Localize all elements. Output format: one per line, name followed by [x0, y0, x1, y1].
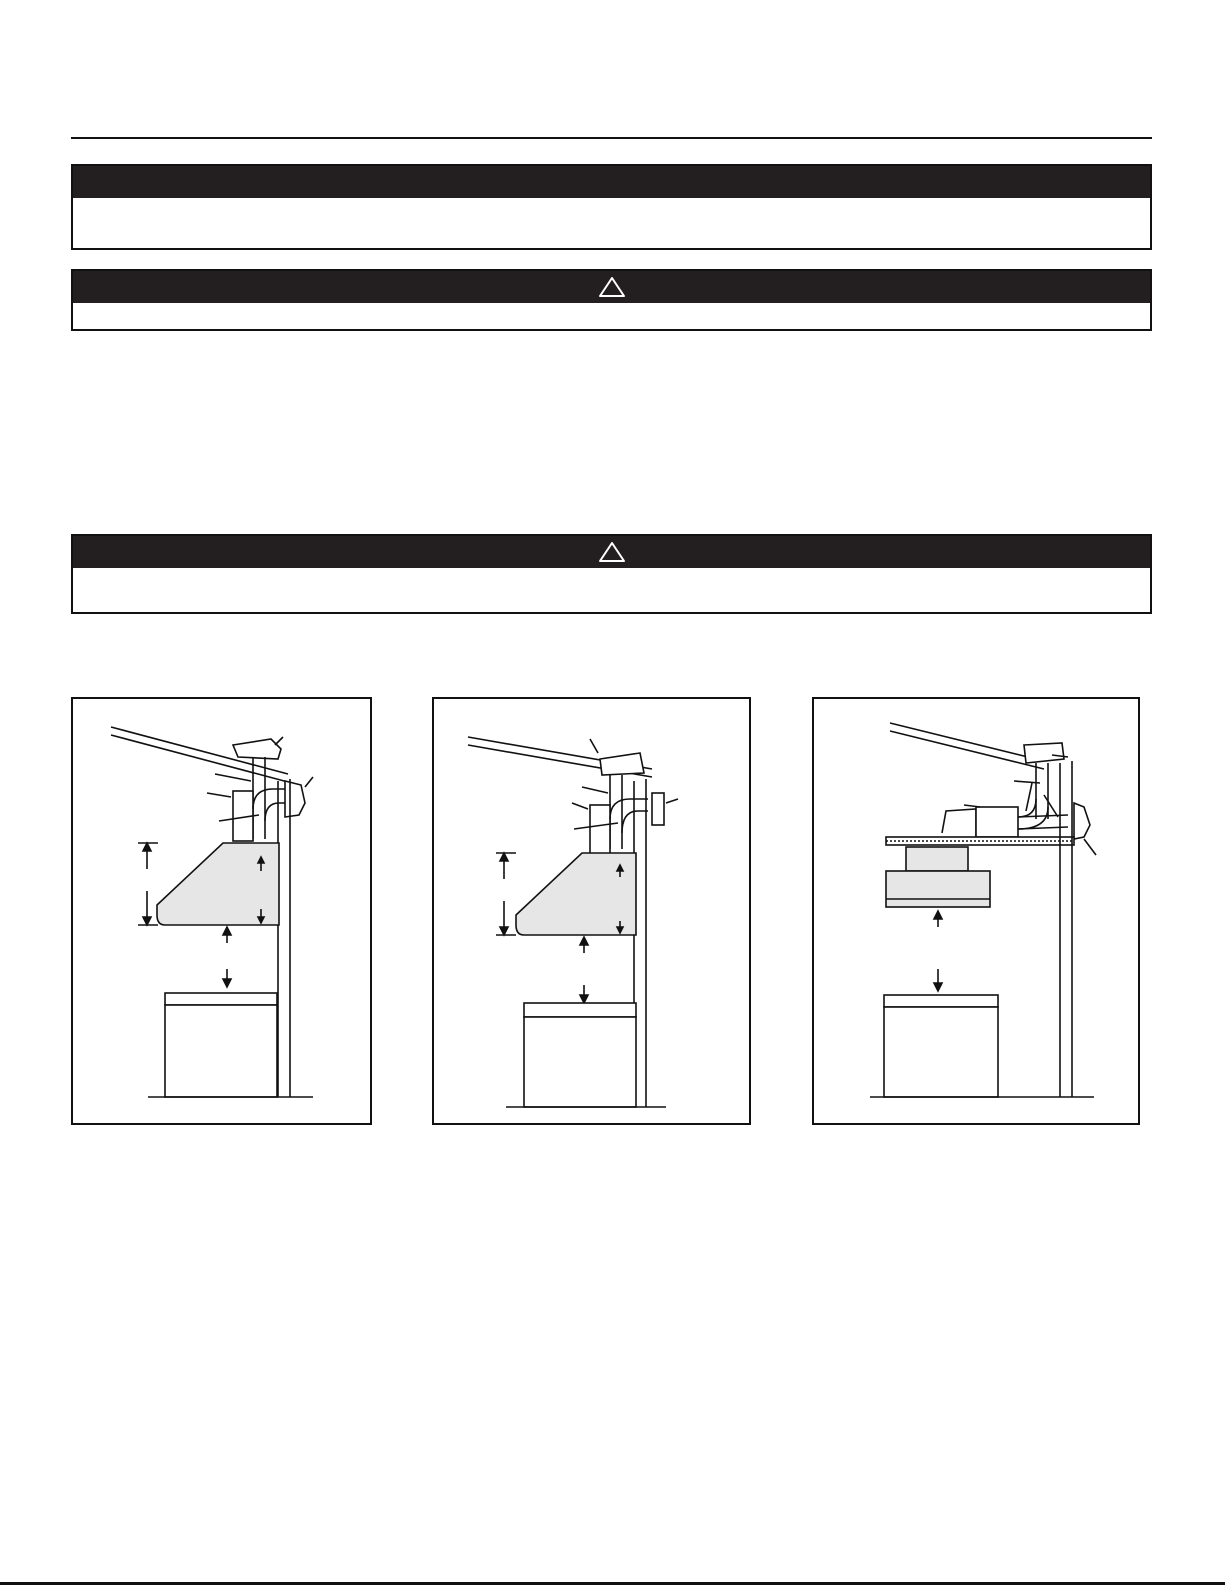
range-hood [516, 853, 636, 935]
figure-wall-hood-vertical-vent [71, 697, 372, 1125]
dim-line-left [496, 853, 516, 935]
warning-triangle-icon [598, 541, 626, 563]
roof-cap [1024, 743, 1064, 763]
wall-cap [652, 793, 664, 825]
dim-arrow-up [143, 843, 151, 851]
roof-cap [233, 739, 281, 759]
range-cabinet-top [884, 995, 998, 1007]
range-cabinet [524, 1017, 636, 1107]
notice-header-2 [73, 271, 1150, 303]
figure-1-drawing [73, 699, 370, 1123]
figure-insert-hood-ceiling-vent [812, 697, 1140, 1125]
notice-body-3 [73, 568, 1150, 580]
wall-cap [285, 781, 305, 817]
duct-elbow [610, 799, 648, 833]
figure-wall-hood-wall-cap-vent [432, 697, 751, 1125]
duct-upper-left [590, 805, 610, 855]
notice-body-2 [73, 303, 1150, 315]
roof-cap [600, 753, 644, 775]
notice-box-2 [71, 269, 1152, 331]
notice-box-1 [71, 164, 1152, 250]
insert-hood [886, 871, 990, 907]
header-rule [71, 137, 1152, 139]
warning-triangle-icon [598, 276, 626, 298]
roof-line [890, 723, 1044, 769]
range-cabinet-top [524, 1003, 636, 1017]
duct-box [976, 807, 1018, 837]
figure-3-drawing [814, 699, 1138, 1123]
notice-box-3 [71, 534, 1152, 614]
figure-2-drawing [434, 699, 749, 1123]
duct-elbow [1018, 799, 1048, 829]
range-cabinet [165, 1005, 277, 1097]
insert-hood-liner [906, 847, 968, 871]
dim-arrow-down [143, 917, 151, 925]
wall [278, 779, 290, 1097]
dim-line-left [138, 843, 158, 925]
notice-header-3 [73, 536, 1150, 568]
duct-elbow [253, 789, 285, 821]
wall-cap [1074, 803, 1090, 839]
range-cabinet [884, 1007, 998, 1097]
vertical-duct [610, 775, 622, 849]
notice-body-1 [73, 198, 1150, 210]
vertical-duct [1036, 763, 1048, 819]
notice-header-1 [73, 166, 1150, 198]
wall [1060, 761, 1072, 1097]
range-cabinet-top [165, 993, 277, 1005]
